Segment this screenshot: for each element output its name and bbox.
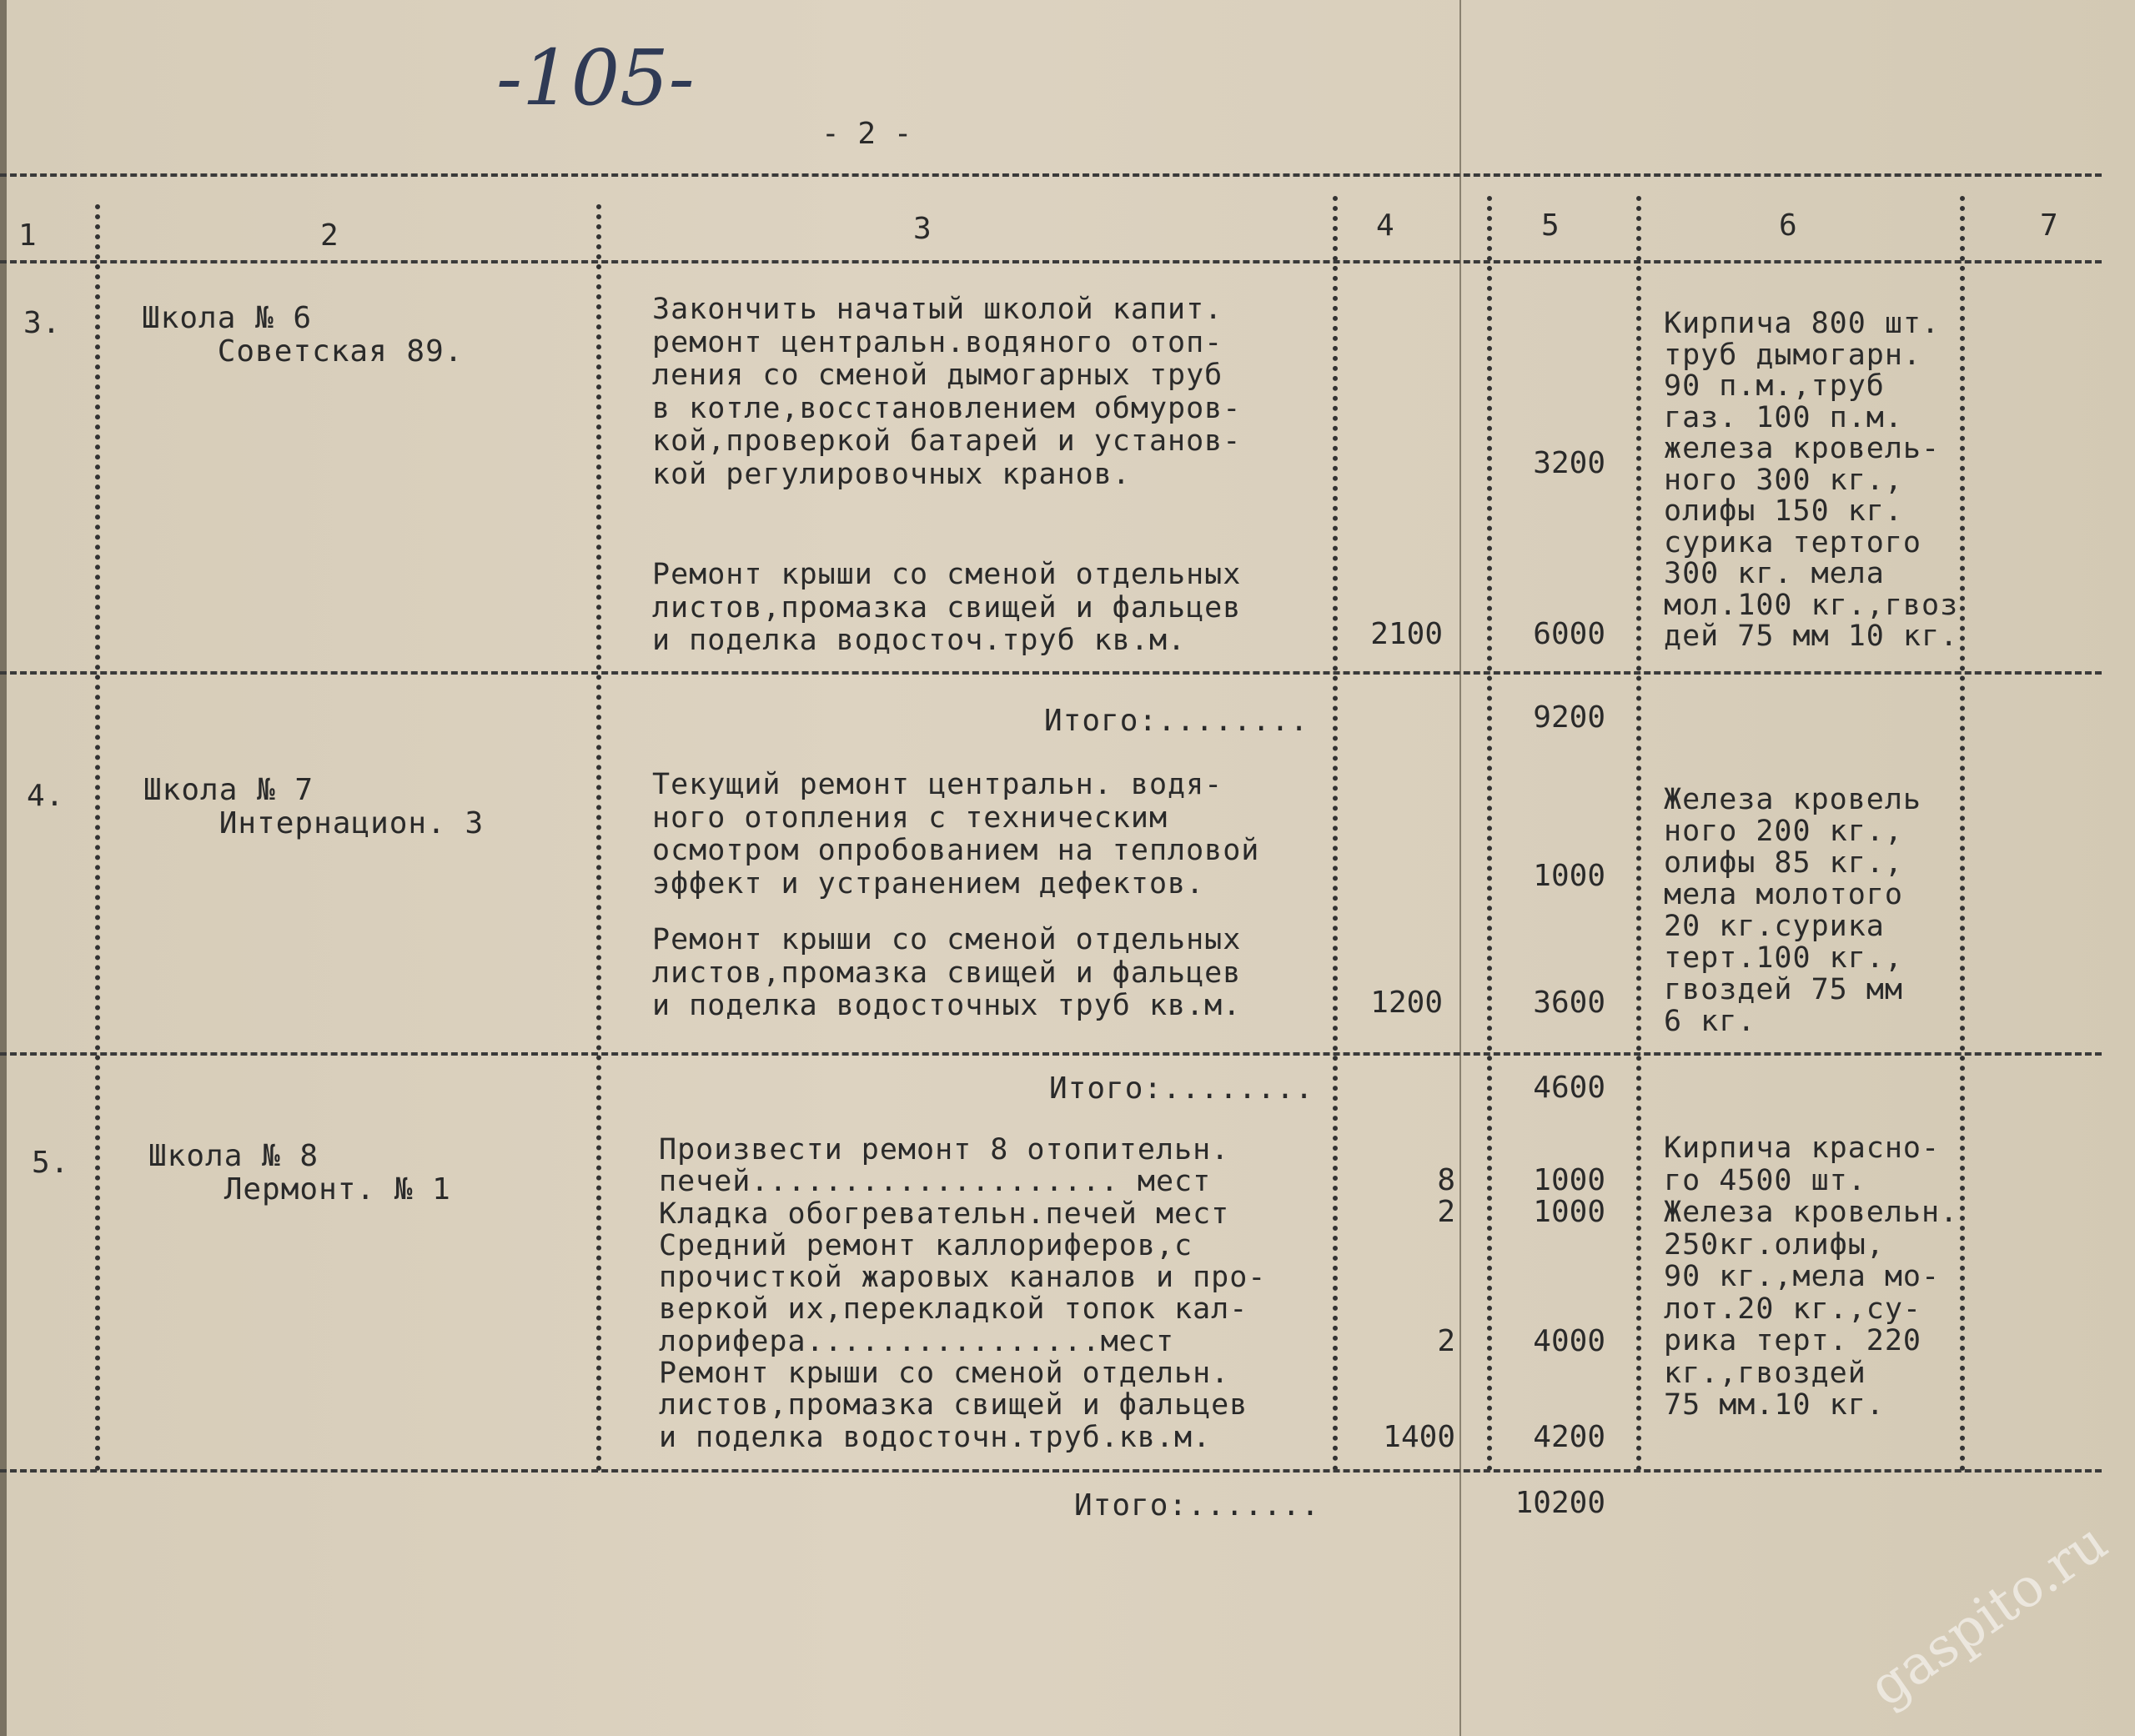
total-label: Итого:....... — [1074, 1488, 1320, 1523]
col-num-4: 4 — [1376, 208, 1394, 243]
work-description: Ремонт крыши со сменой отдельных листов,промазка свищей и фальцев и поделка водосточ.труб кв.м. — [652, 558, 1242, 657]
work-description: Произвести ремонт 8 отопительн. печей.................... мест Кладка обогревательн.печей мест Средний ремонт каллориферов,с прочисткой жаровых каналов и про- веркой их,перекладкой топок кал- лорифера................мест Ремонт крыши со сменой отдельн. листов,промазка свищей и фальцев и поделка водосточн.труб.кв.м. — [659, 1133, 1267, 1454]
row-total: 9200 — [1533, 700, 1605, 735]
row-number: 3. — [23, 306, 62, 340]
work-sum: 6000 — [1533, 617, 1605, 651]
work-sum: 1000 — [1533, 1195, 1605, 1229]
row-separator — [0, 671, 2102, 675]
work-quantity: 8 — [1437, 1163, 1455, 1197]
col-separator-2 — [596, 204, 601, 1472]
school-name: Школа № 8 Лермонт. № 1 — [148, 1139, 451, 1207]
watermark: gaspito.ru — [1858, 1511, 2119, 1719]
work-quantity: 1400 — [1383, 1420, 1455, 1454]
row-number: 4. — [27, 779, 65, 813]
total-label: Итого:........ — [1044, 704, 1309, 738]
work-description: Текущий ремонт центральн. водя- ного отопления с техническим осмотром опробованием на тепловой эффект и устранением дефектов. — [652, 768, 1260, 901]
work-sum: 1000 — [1533, 859, 1605, 893]
row-separator — [0, 1469, 2102, 1473]
work-description: Закончить начатый школой капит. ремонт центральн.водяного отоп- ления со сменой дымогарных труб в котле,восстановлением обмуров- кой,проверкой батарей и установ- кой регулировочных кранов. — [652, 293, 1242, 491]
row-total: 10200 — [1515, 1486, 1605, 1520]
col-num-3: 3 — [913, 212, 932, 246]
header-bottom-rule — [0, 260, 2102, 263]
school-name: Школа № 6 Советская 89. — [142, 301, 464, 369]
col-separator-4 — [1487, 196, 1492, 1472]
school-name: Школа № 7 Интернацион. 3 — [143, 773, 485, 840]
work-quantity: 2 — [1437, 1324, 1455, 1358]
page-number: - 2 - — [821, 117, 912, 151]
col-separator-3 — [1333, 196, 1338, 1472]
col-num-6: 6 — [1779, 208, 1797, 243]
materials-list: Железа кровель ного 200 кг., олифы 85 кг., мела молотого 20 кг.сурика терт.100 кг., гвоздей 75 мм 6 кг. — [1664, 783, 1922, 1038]
col-separator-1 — [95, 204, 100, 1472]
row-number: 5. — [32, 1146, 70, 1180]
row-separator — [0, 1052, 2102, 1056]
materials-list: Кирпича красно- го 4500 шт. Железа кровельн. 250кг.олифы, 90 кг.,мела мо- лот.20 кг.,су- рика терт. 220 кг.,гвоздей 75 мм.10 кг. — [1664, 1131, 1959, 1422]
work-sum: 3600 — [1533, 986, 1605, 1020]
header-top-rule — [0, 173, 2102, 177]
work-description: Ремонт крыши со сменой отдельных листов,промазка свищей и фальцев и поделка водосточных труб кв.м. — [652, 923, 1242, 1022]
col-separator-5 — [1636, 196, 1641, 1472]
col-num-7: 7 — [2040, 208, 2058, 243]
work-quantity: 1200 — [1370, 986, 1443, 1020]
row-total: 4600 — [1533, 1071, 1605, 1105]
total-label: Итого:........ — [1049, 1071, 1314, 1106]
work-quantity: 2100 — [1370, 617, 1443, 651]
col-num-5: 5 — [1541, 208, 1560, 243]
work-sum: 4000 — [1533, 1324, 1605, 1358]
col-num-1: 1 — [18, 218, 37, 253]
work-sum: 1000 — [1533, 1163, 1605, 1197]
col-num-2: 2 — [320, 218, 339, 253]
col-separator-6 — [1960, 196, 1965, 1472]
work-sum: 4200 — [1533, 1420, 1605, 1454]
work-sum: 3200 — [1533, 446, 1605, 480]
archive-mark: -105- — [496, 33, 695, 123]
materials-list: Кирпича 800 шт. труб дымогарн. 90 п.м.,труб газ. 100 п.м. железа кровель- ного 300 кг., олифы 150 кг. сурика тертого 300 кг. мела мол.100 кг.,гвоз дей 75 мм 10 кг. — [1664, 307, 1959, 653]
work-quantity: 2 — [1437, 1195, 1455, 1229]
